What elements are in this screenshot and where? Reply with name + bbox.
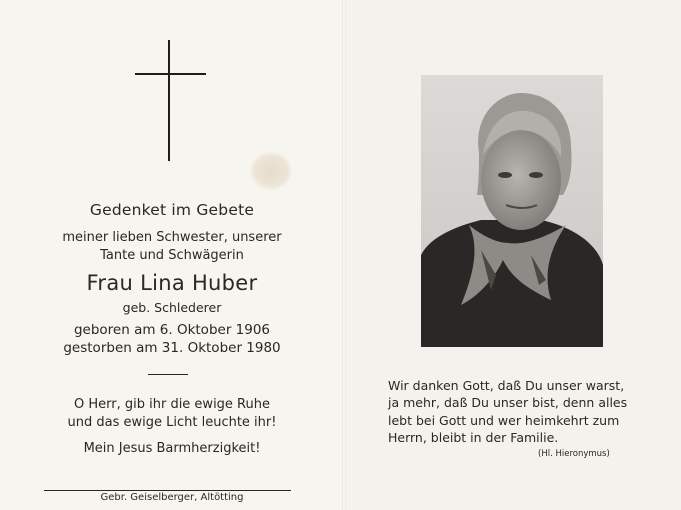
death-date: gestorben am 31. Oktober 1980 (63, 340, 281, 356)
divider (148, 374, 188, 375)
invocation: Mein Jesus Barmherzigkeit! (83, 441, 261, 456)
cross-vertical-bar (168, 40, 170, 161)
cross-horizontal-bar (135, 73, 206, 75)
relation-line-1: meiner lieben Schwester, unserer (62, 230, 282, 245)
heading: Gedenket im Gebete (89, 201, 255, 219)
quote-line-4: Herrn, bleibt in der Familie. (388, 430, 559, 445)
birth-date: geboren am 6. Oktober 1906 (73, 322, 271, 338)
deceased-name: Frau Lina Huber (86, 271, 258, 295)
quote-line-2: ja mehr, daß Du unser bist, denn alles (388, 395, 628, 410)
portrait-photo-icon (421, 75, 603, 347)
maiden-name: geb. Schlederer (122, 300, 222, 315)
paper-stain (250, 152, 292, 190)
footer-rule (44, 490, 291, 491)
relation-line-2: Tante und Schwägerin (100, 248, 244, 263)
quote-attribution: (Hl. Hieronymus) (538, 449, 610, 459)
prayer-line-1: O Herr, gib ihr die ewige Ruhe (74, 397, 270, 412)
printer-credit: Gebr. Geiselberger, Altötting (100, 492, 244, 503)
quote-line-3: lebt bei Gott und wer heimkehrt zum (388, 413, 620, 428)
prayer-line-2: und das ewige Licht leuchte ihr! (67, 415, 277, 430)
quote-line-1: Wir danken Gott, daß Du unser warst, (388, 378, 625, 393)
